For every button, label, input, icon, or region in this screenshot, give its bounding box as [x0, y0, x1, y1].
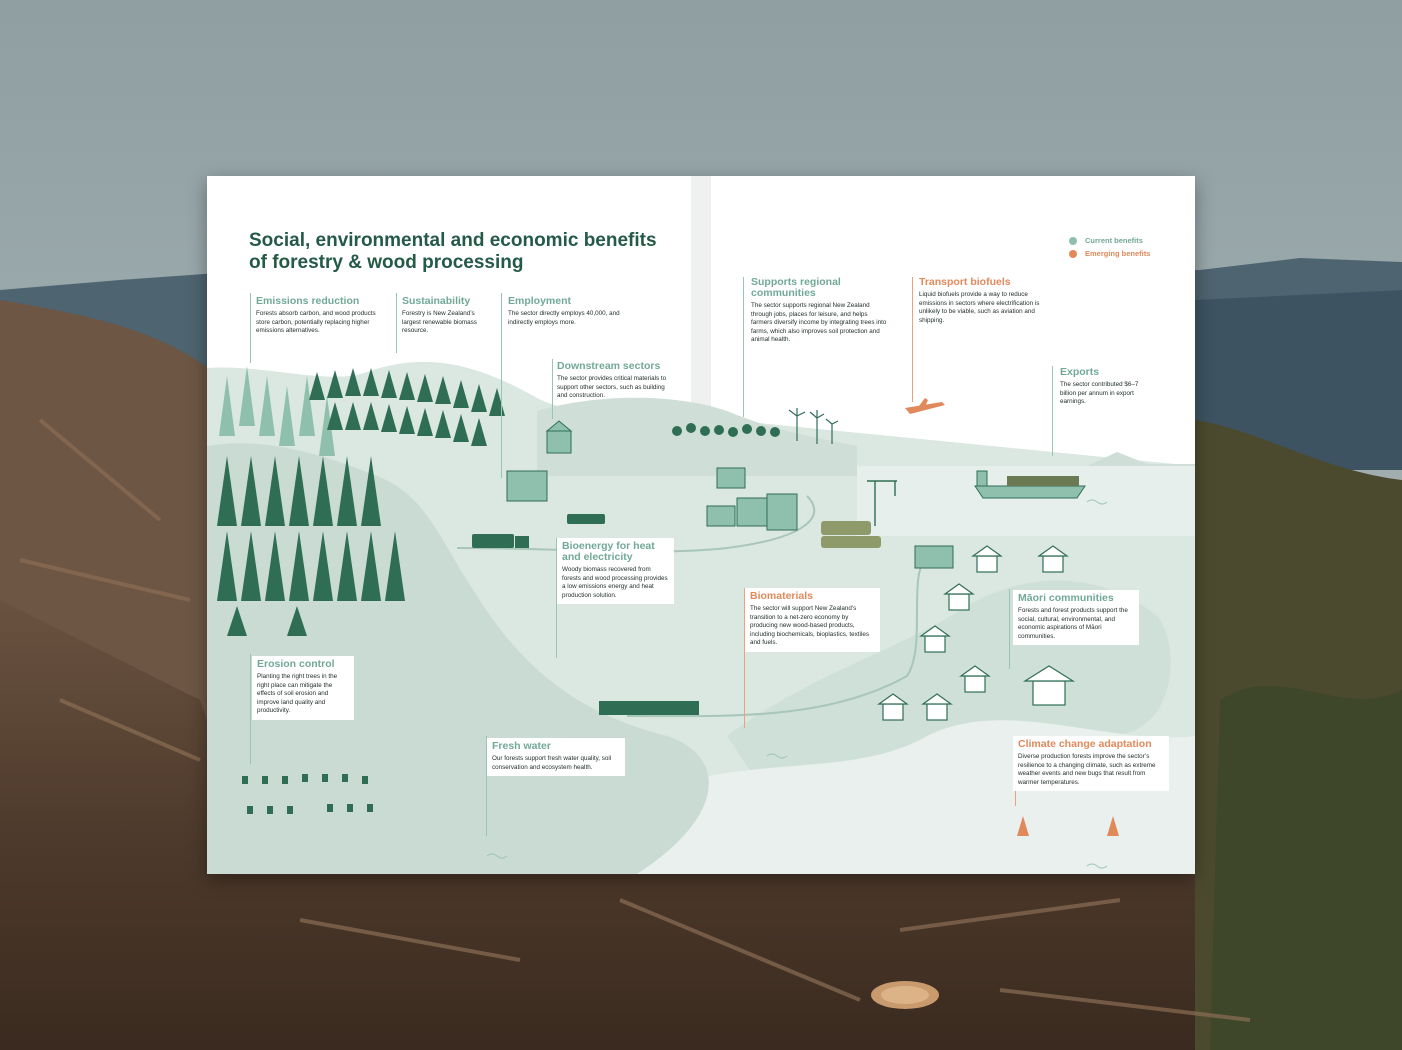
callout-title: Biomaterials [750, 590, 814, 602]
callout-body: The sector supports regional New Zealand through jobs, places for leisure, and helps farmers diversify income by integrating trees into farms, which also improves soil protection and animal health. [751, 302, 887, 344]
callout-body: Forests absorb carbon, and wood products store carbon, potentially replacing higher emissions alternatives. [256, 310, 376, 335]
emerging-benefit-dot-icon [1069, 250, 1077, 258]
callout-exports [1060, 367, 1146, 407]
callout-line-erosion [250, 654, 251, 764]
callout-body: The sector directly employs 40,000, and indirectly employs more. [508, 310, 620, 326]
legend-item-emerging [1069, 247, 1150, 260]
callout-line-exports [1052, 366, 1053, 456]
callout-title: Bioenergy for heat and electricity [562, 540, 655, 563]
callout-title: Fresh water [492, 740, 551, 752]
callout-body: The sector provides critical materials to support other sectors, such as building and construction. [557, 375, 667, 400]
callout-title: Erosion control [257, 658, 335, 670]
callout-line-regional [743, 277, 744, 417]
callout-erosion-control [252, 656, 354, 720]
page-title: Social, environmental and economic benefits of forestry & wood processing [249, 230, 657, 273]
callout-title: Employment [508, 295, 572, 307]
callout-body: Planting the right trees in the right place can mitigate the effects of soil erosion and improve land quality and productivity. [257, 673, 338, 715]
callout-line-sustainability [396, 293, 397, 353]
callout-line-emissions [250, 293, 251, 363]
callout-emissions-reduction [256, 296, 388, 336]
current-benefit-dot-icon [1069, 237, 1077, 245]
brochure-spread [207, 176, 1195, 874]
legend-label-current: Current benefits [1085, 236, 1143, 245]
legend-item-current [1069, 234, 1150, 247]
callout-title: Climate change adaptation [1018, 738, 1152, 750]
callout-employment [508, 296, 628, 327]
callout-biomaterials [745, 588, 880, 652]
callout-line-biofuels [912, 277, 913, 402]
callout-body: Forests and forest products support the social, cultural, environmental, and economic aspirations of Māori communities. [1018, 607, 1128, 640]
callout-line-employment [501, 293, 502, 478]
callout-sustainability [402, 296, 490, 336]
callout-title: Emissions reduction [256, 295, 360, 307]
callout-downstream-sectors [557, 361, 675, 401]
callout-title: Exports [1060, 366, 1100, 378]
callout-title: Supports regional communities [751, 276, 841, 299]
callout-body: Forestry is New Zealand’s largest renewable biomass resource. [402, 310, 477, 335]
legend-label-emerging: Emerging benefits [1085, 249, 1151, 258]
callout-body: The sector will support New Zealand’s transition to a net-zero economy by producing new wood-based products, including biochemicals, bioplastics, textiles and fuels. [750, 605, 869, 647]
callout-body: Our forests support fresh water quality, soil conservation and ecosystem health. [492, 755, 612, 771]
callout-maori-communities [1013, 590, 1139, 645]
callout-fresh-water [487, 738, 625, 776]
legend [1069, 234, 1150, 260]
callout-bioenergy [557, 538, 674, 604]
callout-climate-change-adaptation [1013, 736, 1169, 791]
callout-line-downstream [552, 359, 553, 419]
callout-title: Sustainability [402, 295, 471, 307]
callout-supports-regional-communities [751, 277, 887, 345]
callout-title: Transport biofuels [919, 276, 1011, 288]
callout-transport-biofuels [919, 277, 1041, 325]
callout-line-maori [1009, 589, 1010, 669]
callout-body: Woody biomass recovered from forests and wood processing provides a low emissions energy and heat production solution. [562, 566, 668, 599]
callout-body: Liquid biofuels provide a way to reduce emissions in sectors where electrification is unlikely to be viable, such as aviation and shipping. [919, 291, 1040, 324]
callout-title: Māori communities [1018, 592, 1114, 604]
callout-body: Diverse production forests improve the sector’s resilience to a changing climate, such as extreme weather events and new bugs that result from warmer temperatures. [1018, 753, 1156, 786]
callout-title: Downstream sectors [557, 360, 661, 372]
callout-body: The sector contributed $6–7 billion per annum in export earnings. [1060, 381, 1139, 406]
